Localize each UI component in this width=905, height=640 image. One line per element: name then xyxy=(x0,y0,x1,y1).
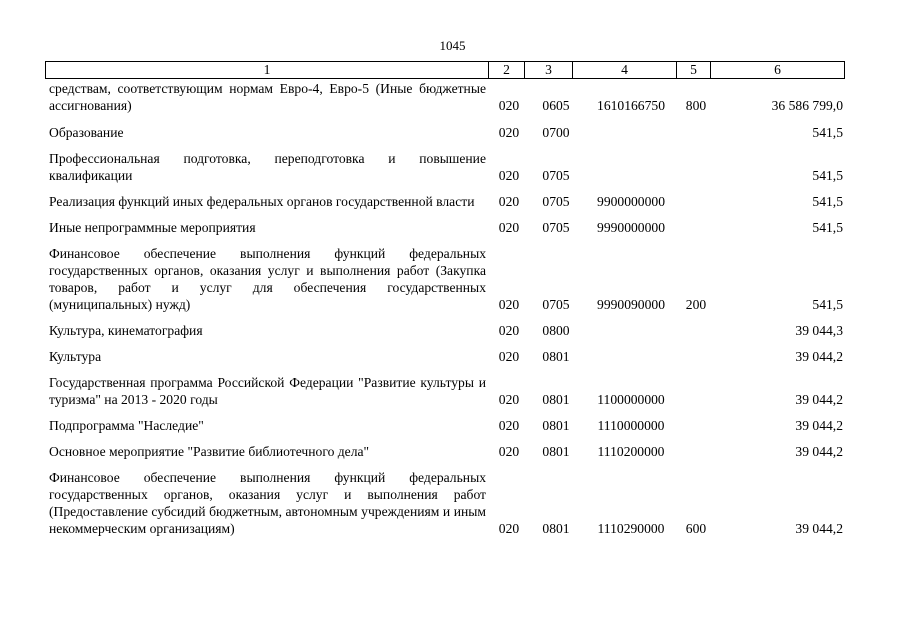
header-col-6: 6 xyxy=(774,62,781,77)
row-vr: 800 xyxy=(685,98,707,113)
row-name: Подпрограмма "Наследие" xyxy=(49,418,204,433)
row-grbs: 020 xyxy=(498,349,520,364)
row-name: средствам, соответствующим нормам Евро-4, Евро-5 (Иные бюджетные ассигнования) xyxy=(49,81,486,113)
table-row xyxy=(45,322,845,339)
row-amount: 541,5 xyxy=(812,220,843,235)
header-col-5: 5 xyxy=(677,62,711,78)
table-row xyxy=(45,150,845,184)
row-name: Культура xyxy=(49,349,102,364)
row-name: Иные непрограммные мероприятия xyxy=(49,220,256,235)
row-section: 0705 xyxy=(542,194,570,209)
row-section: 0801 xyxy=(542,521,570,536)
row-vr: 600 xyxy=(685,521,707,536)
row-amount: 36 586 799,0 xyxy=(771,98,843,113)
row-grbs: 020 xyxy=(498,194,520,209)
row-grbs: 020 xyxy=(498,444,520,459)
table-row xyxy=(45,245,845,313)
row-target: 9990000000 xyxy=(597,220,665,235)
row-name: Финансовое обеспечение выполнения функций федеральных государственных органов, оказания услуг и выполнения работ (Закупка товаров, работ и услуг для обеспечения государственных (муниципальных) нужд) xyxy=(49,246,486,312)
table-row xyxy=(45,193,845,210)
row-section: 0801 xyxy=(542,349,570,364)
row-target: 9990090000 xyxy=(597,297,665,312)
row-amount: 39 044,3 xyxy=(795,323,843,338)
row-section: 0705 xyxy=(542,168,570,183)
row-name: Государственная программа Российской Федерации "Развитие культуры и туризма" на 2013 - 2020 годы xyxy=(49,375,486,407)
row-grbs: 020 xyxy=(498,168,520,183)
row-target: 1110290000 xyxy=(597,521,665,536)
row-target: 1110200000 xyxy=(597,444,665,459)
row-section: 0801 xyxy=(542,392,570,407)
row-section: 0800 xyxy=(542,323,570,338)
row-name: Культура, кинематография xyxy=(49,323,203,338)
page-number: 1045 xyxy=(439,38,466,53)
table-row xyxy=(45,348,845,365)
header-col-1: 1 xyxy=(46,62,489,78)
row-name: Профессиональная подготовка, переподготовка и повышение квалификации xyxy=(49,151,486,183)
row-amount: 541,5 xyxy=(812,194,843,209)
row-grbs: 020 xyxy=(498,392,520,407)
row-amount: 39 044,2 xyxy=(795,349,843,364)
row-grbs: 020 xyxy=(498,98,520,113)
budget-table-body xyxy=(45,80,845,546)
row-vr: 200 xyxy=(685,297,707,312)
header-col-2: 2 xyxy=(489,62,525,78)
row-grbs: 020 xyxy=(498,521,520,536)
row-section: 0705 xyxy=(542,297,570,312)
row-grbs: 020 xyxy=(498,418,520,433)
table-row xyxy=(45,443,845,460)
row-target: 1110000000 xyxy=(597,418,665,433)
row-section: 0801 xyxy=(542,418,570,433)
row-grbs: 020 xyxy=(498,297,520,312)
row-amount: 541,5 xyxy=(812,168,843,183)
row-target: 1610166750 xyxy=(597,98,665,113)
row-section: 0605 xyxy=(542,98,570,113)
table-row xyxy=(45,219,845,236)
row-amount: 541,5 xyxy=(812,125,843,140)
header-col-4: 4 xyxy=(573,62,677,78)
row-amount: 39 044,2 xyxy=(795,418,843,433)
row-target: 9900000000 xyxy=(597,194,665,209)
row-grbs: 020 xyxy=(498,323,520,338)
row-section: 0700 xyxy=(542,125,570,140)
row-target: 1100000000 xyxy=(597,392,665,407)
row-grbs: 020 xyxy=(498,220,520,235)
row-section: 0801 xyxy=(542,444,570,459)
row-name: Финансовое обеспечение выполнения функций федеральных государственных органов, оказания услуг и выполнения работ (Предоставление субсидий бюджетным, автономным учреждениям и иным некоммерческим организациям) xyxy=(49,470,486,536)
table-row xyxy=(45,417,845,434)
row-name: Образование xyxy=(49,125,124,140)
table-row xyxy=(45,469,845,537)
header-col-3: 3 xyxy=(525,62,573,78)
row-amount: 39 044,2 xyxy=(795,444,843,459)
row-amount: 39 044,2 xyxy=(795,392,843,407)
row-name: Реализация функций иных федеральных органов государственной власти xyxy=(49,194,475,209)
row-name: Основное мероприятие "Развитие библиотечного дела" xyxy=(49,444,370,459)
table-row xyxy=(45,374,845,408)
table-row xyxy=(45,80,845,114)
row-grbs: 020 xyxy=(498,125,520,140)
table-row xyxy=(45,124,845,141)
row-amount: 39 044,2 xyxy=(795,521,843,536)
row-amount: 541,5 xyxy=(812,297,843,312)
row-section: 0705 xyxy=(542,220,570,235)
table-header xyxy=(45,61,845,79)
